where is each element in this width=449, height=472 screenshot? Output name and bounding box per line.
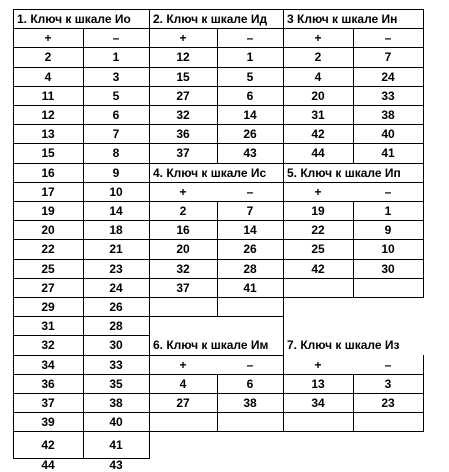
minus-cell-id: 5 — [246, 69, 254, 84]
minus-cell-id: 1 — [246, 50, 254, 64]
grid-line — [13, 163, 150, 164]
plus-cell-id: 36 — [176, 126, 190, 141]
plus-cell-ip: 19 — [311, 203, 325, 218]
plus-cell-in: 2 — [314, 50, 322, 64]
grid-line — [149, 182, 424, 183]
plus-cell-io: 15 — [41, 146, 55, 160]
grid-line — [283, 355, 284, 432]
minus-cell-ip: 30 — [381, 261, 395, 276]
plus-cell-io: 42 — [41, 437, 55, 452]
plus-cell-in: 4 — [314, 69, 322, 84]
plus-cell-io: 4 — [44, 69, 52, 84]
plus-cell-io: 29 — [41, 299, 55, 314]
grid-line — [13, 278, 150, 279]
plus-cell-in: 20 — [311, 88, 325, 103]
grid-line — [149, 201, 424, 202]
grid-line — [13, 105, 150, 106]
plus-header-io: + — [44, 30, 52, 45]
grid-line — [13, 86, 150, 87]
minus-cell-in: 41 — [381, 146, 395, 160]
minus-cell-in: 38 — [381, 107, 395, 122]
grid-line — [283, 316, 284, 356]
minus-header-id: – — [246, 30, 254, 45]
plus-cell-io: 22 — [41, 242, 55, 256]
minus-header-ip: – — [384, 184, 392, 199]
grid-line — [13, 374, 150, 375]
grid-line — [149, 67, 424, 68]
plus-cell-id: 15 — [176, 69, 190, 84]
minus-cell-io: 5 — [112, 88, 120, 103]
grid-line — [13, 9, 424, 10]
minus-cell-iz: 23 — [381, 395, 395, 410]
grid-line — [83, 28, 84, 459]
minus-header-in: – — [384, 30, 392, 45]
grid-line — [149, 28, 424, 29]
grid-line — [353, 28, 354, 164]
plus-cell-io: 2 — [44, 50, 52, 64]
plus-cell-is: 32 — [176, 261, 190, 276]
minus-cell-id: 6 — [246, 88, 254, 103]
minus-cell-io: 3 — [112, 69, 120, 84]
grid-line — [13, 239, 150, 240]
plus-cell-io: 11 — [41, 88, 55, 103]
grid-line — [423, 9, 424, 164]
grid-line — [217, 374, 218, 432]
grid-line — [149, 412, 424, 413]
minus-cell-is: 14 — [243, 222, 257, 237]
plus-cell-is: 37 — [176, 280, 190, 295]
plus-cell-io: 20 — [41, 222, 55, 237]
minus-cell-is: 26 — [243, 242, 257, 256]
plus-cell-im: 27 — [176, 395, 190, 410]
grid-line — [149, 431, 424, 432]
grid-line — [13, 143, 150, 144]
minus-cell-io: 26 — [109, 299, 123, 314]
grid-line — [149, 297, 424, 298]
grid-line — [149, 124, 424, 125]
plus-cell-io: 36 — [41, 376, 55, 391]
grid-line — [283, 9, 284, 164]
plus-cell-io: 37 — [41, 395, 55, 410]
plus-cell-in: 31 — [311, 107, 325, 122]
grid-line — [13, 458, 150, 459]
grid-line — [13, 47, 150, 48]
grid-line — [13, 355, 150, 356]
minus-cell-io: 18 — [109, 222, 123, 237]
block-title-im: 6. Ключ к шкале Им — [153, 338, 269, 352]
minus-cell-io: 23 — [109, 261, 123, 276]
minus-cell-io: 21 — [109, 242, 123, 256]
minus-cell-ip: 10 — [381, 242, 395, 256]
minus-cell-io: 6 — [112, 107, 120, 122]
plus-cell-io: 13 — [41, 126, 55, 141]
minus-cell-id: 26 — [243, 126, 257, 141]
minus-cell-io: 38 — [109, 395, 123, 410]
plus-cell-io: 34 — [41, 357, 55, 372]
plus-header-ip: + — [314, 184, 322, 199]
minus-cell-id: 14 — [243, 107, 257, 122]
minus-cell-io: 41 — [109, 437, 123, 452]
minus-cell-io: 43 — [109, 458, 123, 472]
grid-line — [13, 67, 150, 68]
plus-cell-iz: 34 — [311, 395, 325, 410]
minus-cell-im: 38 — [243, 395, 257, 410]
grid-line — [423, 355, 424, 432]
grid-line — [13, 124, 150, 125]
plus-cell-id: 32 — [176, 107, 190, 122]
grid-line — [13, 28, 150, 29]
plus-cell-iz: 13 — [311, 376, 325, 391]
plus-cell-ip: 42 — [311, 261, 325, 276]
plus-cell-ip: 25 — [311, 242, 325, 256]
grid-line — [13, 412, 150, 413]
grid-line — [13, 431, 150, 432]
minus-cell-io: 14 — [109, 203, 123, 218]
grid-line — [13, 259, 150, 260]
plus-cell-is: 2 — [179, 203, 187, 218]
grid-line — [13, 9, 14, 459]
plus-cell-io: 32 — [41, 338, 55, 352]
grid-line — [13, 220, 150, 221]
grid-line — [149, 163, 424, 164]
block-title-iz: 7. Ключ к шкале Из — [287, 338, 400, 352]
plus-cell-is: 20 — [176, 242, 190, 256]
plus-cell-in: 44 — [311, 146, 325, 160]
plus-cell-io: 31 — [41, 318, 55, 333]
plus-cell-id: 27 — [176, 88, 190, 103]
grid-line — [13, 316, 150, 317]
grid-line — [217, 28, 218, 164]
minus-cell-in: 24 — [381, 69, 395, 84]
minus-cell-is: 7 — [246, 203, 254, 218]
minus-cell-in: 33 — [381, 88, 395, 103]
grid-line — [149, 143, 424, 144]
grid-line — [149, 9, 150, 459]
plus-cell-io: 19 — [41, 203, 55, 218]
block-title-io: 1. Ключ к шкале Ио — [17, 11, 131, 26]
minus-cell-io: 30 — [109, 338, 123, 352]
minus-cell-io: 8 — [112, 146, 120, 160]
grid-line — [13, 393, 150, 394]
grid-line — [149, 278, 424, 279]
minus-cell-io: 28 — [109, 318, 123, 333]
grid-line — [149, 355, 284, 356]
plus-header-in: + — [314, 30, 322, 45]
minus-cell-io: 40 — [109, 414, 123, 429]
plus-cell-io: 27 — [41, 280, 55, 295]
grid-line — [149, 393, 424, 394]
plus-cell-ip: 22 — [311, 222, 325, 237]
grid-line — [149, 239, 424, 240]
block-title-is: 4. Ключ к шкале Ис — [153, 165, 267, 180]
grid-line — [149, 47, 424, 48]
plus-header-im: + — [179, 357, 187, 372]
plus-cell-im: 4 — [179, 376, 187, 391]
plus-cell-in: 42 — [311, 126, 325, 141]
minus-cell-in: 40 — [381, 126, 395, 141]
block-title-ip: 5. Ключ к шкале Ип — [287, 165, 401, 180]
minus-cell-io: 7 — [112, 126, 120, 141]
minus-cell-is: 28 — [243, 261, 257, 276]
minus-cell-io: 35 — [109, 376, 123, 391]
minus-cell-id: 43 — [243, 146, 257, 160]
grid-line — [149, 86, 424, 87]
plus-cell-is: 16 — [176, 222, 190, 237]
plus-header-iz: + — [314, 357, 322, 372]
plus-header-id: + — [179, 30, 187, 45]
plus-cell-id: 37 — [176, 146, 190, 160]
plus-cell-io: 25 — [41, 261, 55, 276]
minus-header-io: – — [112, 30, 120, 45]
plus-cell-io: 12 — [41, 107, 55, 122]
minus-cell-io: 33 — [109, 357, 123, 372]
minus-cell-ip: 1 — [384, 203, 392, 218]
grid-line — [149, 105, 424, 106]
plus-cell-id: 12 — [176, 50, 190, 64]
grid-line — [423, 163, 424, 298]
grid-line — [217, 201, 218, 317]
grid-line — [353, 201, 354, 298]
minus-header-im: – — [246, 357, 254, 372]
grid-line — [13, 335, 150, 336]
block-title-in: 3 Ключ к шкале Ин — [287, 11, 398, 26]
plus-cell-io: 44 — [41, 458, 55, 472]
plus-cell-io: 16 — [41, 165, 55, 180]
grid-line — [13, 182, 150, 183]
grid-line — [13, 297, 150, 298]
minus-header-is: – — [246, 184, 254, 199]
minus-cell-is: 41 — [243, 280, 257, 295]
grid-line — [149, 220, 424, 221]
minus-cell-im: 6 — [246, 376, 254, 391]
plus-cell-io: 39 — [41, 414, 55, 429]
block-title-id: 2. Ключ к шкале Ид — [153, 11, 268, 26]
grid-line — [353, 374, 354, 432]
minus-cell-iz: 3 — [384, 376, 392, 391]
minus-cell-ip: 9 — [384, 222, 392, 237]
grid-line — [283, 163, 284, 317]
minus-cell-io: 24 — [109, 280, 123, 295]
minus-cell-in: 7 — [384, 50, 392, 64]
minus-cell-io: 10 — [109, 184, 123, 199]
minus-cell-io: 1 — [112, 50, 120, 64]
grid-line — [149, 374, 424, 375]
minus-cell-io: 9 — [112, 165, 120, 180]
grid-line — [149, 259, 424, 260]
minus-header-iz: – — [384, 357, 392, 372]
scale-keys-table — [13, 9, 423, 472]
grid-line — [13, 201, 150, 202]
plus-header-is: + — [179, 184, 187, 199]
plus-cell-io: 17 — [41, 184, 55, 199]
